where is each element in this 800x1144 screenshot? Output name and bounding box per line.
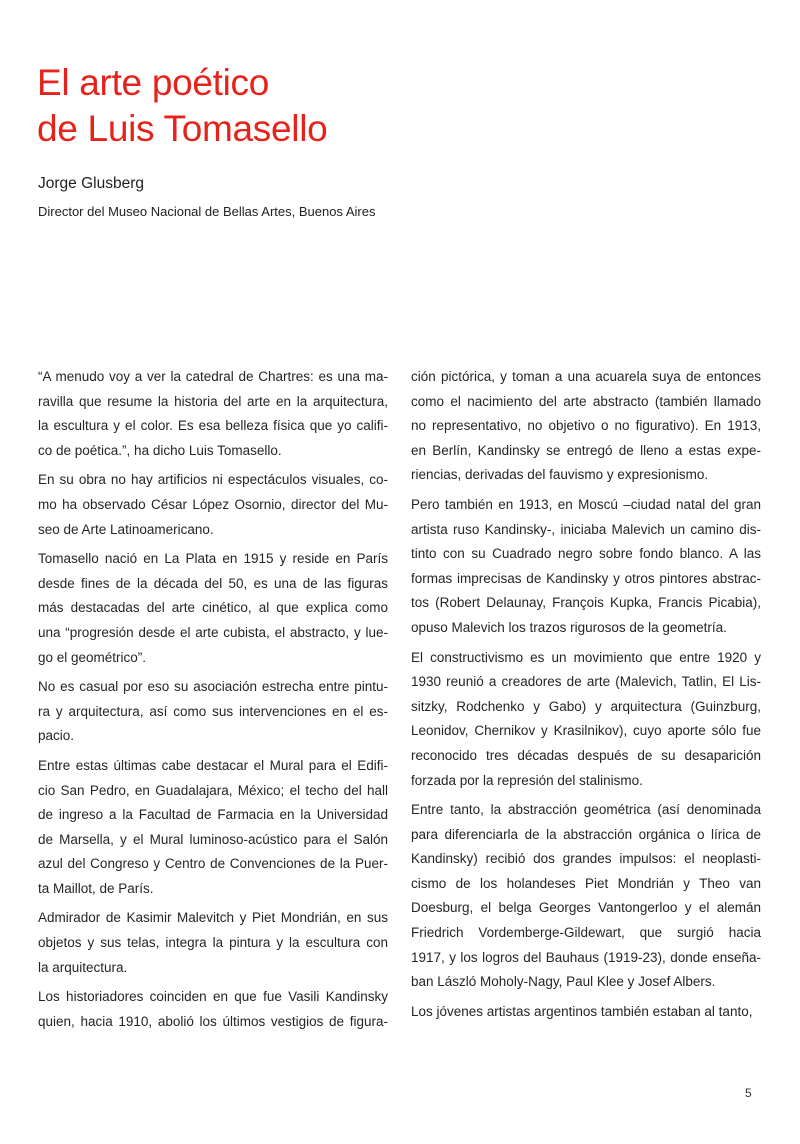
- text-line: El constructivismo es un movimiento que entre 1920 y: [411, 649, 761, 665]
- page-number: 5: [745, 1086, 752, 1100]
- paragraph: [38, 906, 388, 980]
- text-line: como el nacimiento del arte abstracto (también llamado: [411, 393, 761, 409]
- text-line: Tomasello nació en La Plata en 1915 y reside en París: [38, 551, 388, 567]
- text-line: para diferenciarla de la abstracción orgánica o lírica de: [411, 826, 761, 842]
- paragraph: [38, 365, 388, 463]
- text-line: Entre estas últimas cabe destacar el Mural para el Edifi-: [38, 757, 388, 773]
- paragraph: [411, 646, 761, 794]
- paragraph: [38, 985, 388, 1034]
- text-line: En su obra no hay artificios ni espectáculos visuales, co-: [38, 472, 388, 488]
- text-line: cismo de los holandeses Piet Mondrián y Theo van: [411, 875, 761, 891]
- text-line: cio San Pedro, en Guadalajara, México; el techo del hall: [38, 782, 388, 798]
- text-line: Doesburg, el belga Georges Vantongerloo y el alemán: [411, 900, 761, 916]
- text-line: ra y arquitectura, así como sus intervenciones en el es-: [38, 703, 388, 719]
- text-line: seo de Arte Latinoamericano.: [38, 521, 214, 537]
- text-line: tos (Robert Delaunay, François Kupka, Francis Picabia),: [411, 595, 761, 611]
- paragraph: [38, 675, 388, 749]
- title-line-2: de Luis Tomasello: [37, 108, 328, 149]
- paragraph: [411, 1000, 761, 1025]
- text-line: opuso Malevich los trazos rigurosos de la geometría.: [411, 619, 727, 635]
- paragraph: [38, 754, 388, 902]
- text-line: ravilla que resume la historia del arte en la arquitectura,: [38, 393, 388, 409]
- text-line: no representativo, no objetivo o no figurativo). En 1913,: [411, 418, 761, 434]
- paragraph: [411, 365, 761, 488]
- paragraph: [411, 493, 761, 641]
- text-line: Los historiadores coinciden en que fue Vasili Kandinsky: [38, 989, 388, 1005]
- text-line: Friedrich Vordemberge-Gildewart, que surgió hacia: [411, 925, 761, 941]
- text-line: quien, hacia 1910, abolió los últimos vestigios de figura-: [38, 1013, 388, 1029]
- text-line: Entre tanto, la abstracción geométrica (así denominada: [411, 802, 761, 818]
- paragraph: [38, 547, 388, 670]
- text-line: la arquitectura.: [38, 959, 128, 975]
- left-column: [38, 365, 388, 1039]
- text-line: pacio.: [38, 728, 75, 744]
- text-line: tinto con su Cuadrado negro sobre fondo blanco. A las: [411, 546, 761, 562]
- text-line: ción pictórica, y toman a una acuarela suya de entonces: [411, 369, 761, 384]
- text-line: Los jóvenes artistas argentinos también estaban al tanto,: [411, 1003, 753, 1019]
- text-line: de ingreso a la Facultad de Farmacia en la Universidad: [38, 807, 388, 823]
- text-line: Pero también en 1913, en Moscú –ciudad natal del gran: [411, 496, 761, 512]
- text-line: 1930 reunió a creadores de arte (Malevich, Tatlin, El Lis-: [411, 674, 761, 690]
- text-line: Leonidov, Chernikov y Krasilnikov), cuyo aporte sólo fue: [411, 723, 761, 739]
- text-line: 1917, y los logros del Bauhaus (1919-23), donde enseña-: [411, 949, 761, 965]
- text-line: mo ha observado César López Osornio, director del Mu-: [38, 496, 388, 512]
- title-line-1: El arte poético: [37, 62, 270, 103]
- right-column: [411, 365, 761, 1029]
- text-line: “A menudo voy a ver la catedral de Chartres: es una ma-: [38, 369, 388, 384]
- text-line: sitzky, Rodchenko y Gabo) y arquitectura (Guinzburg,: [411, 698, 761, 714]
- text-line: objetos y sus telas, integra la pintura y la escultura con: [38, 935, 388, 951]
- text-line: azul del Congreso y Centro de Convenciones de la Puer-: [38, 856, 388, 872]
- author-name: Jorge Glusberg: [38, 175, 144, 192]
- text-line: No es casual por eso su asociación estrecha entre pintu-: [38, 679, 388, 695]
- article-title: [37, 60, 327, 152]
- text-line: más destacadas del arte cinético, al que explica como: [38, 600, 388, 616]
- text-line: riencias, derivadas del fauvismo y expresionismo.: [411, 467, 709, 483]
- text-line: forzada por la represión del stalinismo.: [411, 772, 643, 788]
- text-line: Admirador de Kasimir Malevitch y Piet Mondrián, en sus: [38, 910, 388, 926]
- text-line: reconocido tres décadas después de su desaparición: [411, 747, 761, 763]
- text-line: en Berlín, Kandinsky se entregó de lleno a estas expe-: [411, 442, 761, 458]
- text-line: desde fines de la década del 50, es una de las figuras: [38, 575, 388, 591]
- text-line: Kandinsky) recibió dos grandes impulsos: el neoplasti-: [411, 851, 761, 867]
- text-line: go el geométrico”.: [38, 649, 147, 665]
- text-line: la escultura y el color. Es esa belleza física que yo califi-: [38, 418, 388, 434]
- text-line: de Marsella, y el Mural luminoso-acústico para el Salón: [38, 831, 388, 847]
- paragraph: [38, 468, 388, 542]
- text-line: formas imprecisas de Kandinsky y otros pintores abstrac-: [411, 570, 761, 586]
- text-line: artista ruso Kandinsky-, iniciaba Malevich un camino dis-: [411, 521, 761, 537]
- text-line: una “progresión desde el arte cubista, el abstracto, y lue-: [38, 624, 388, 640]
- text-line: ta Maillot, de París.: [38, 880, 154, 896]
- paragraph: [411, 798, 761, 995]
- author-affiliation: Director del Museo Nacional de Bellas Artes, Buenos Aires: [38, 204, 376, 219]
- text-line: co de poética.”, ha dicho Luis Tomasello.: [38, 442, 282, 458]
- text-line: ban László Moholy-Nagy, Paul Klee y Josef Albers.: [411, 974, 716, 990]
